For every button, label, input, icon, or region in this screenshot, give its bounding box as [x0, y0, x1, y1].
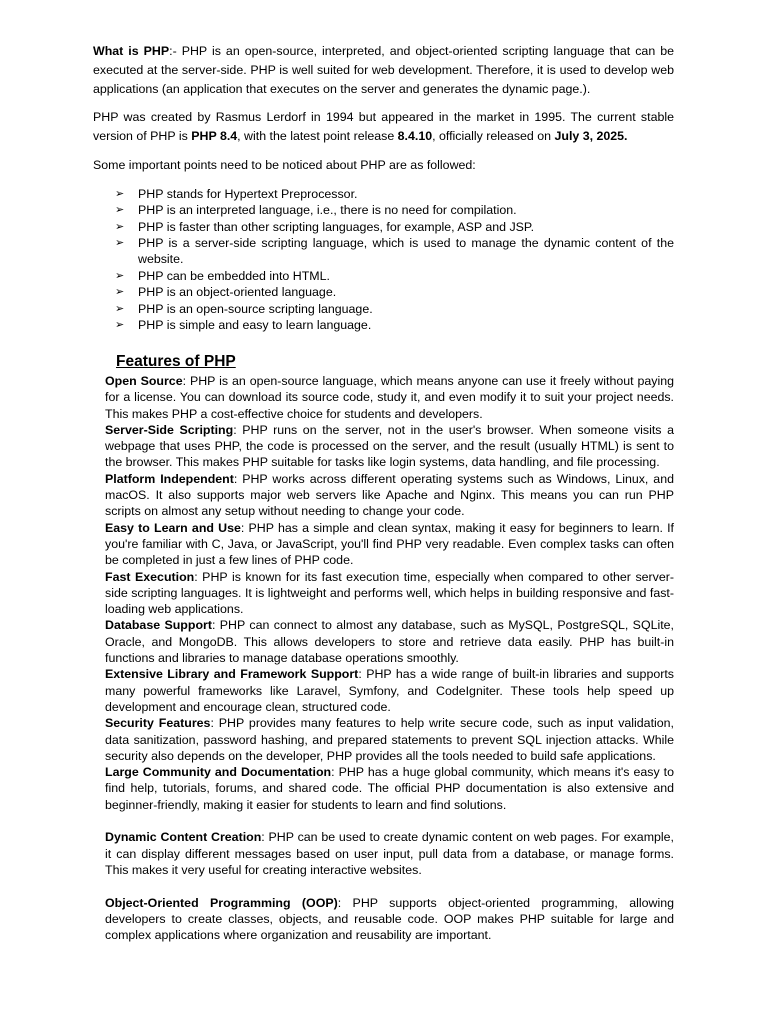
feature-text: : PHP runs on the server, not in the user's browser. When someone visits a webpage that uses PHP, the code is processed on the server, and the result (usually HTML) is sent to the browser. This makes PHP suitable for tasks like login systems, data handling, and file processing. [105, 422, 674, 470]
history-text: , with the latest point release [237, 129, 398, 144]
feature-paragraph [105, 764, 674, 813]
feature-paragraph [105, 422, 674, 471]
what-is-php-label: What is PHP [93, 44, 170, 58]
point-text: PHP is simple and easy to learn language. [138, 318, 372, 333]
features-section [105, 373, 674, 943]
feature-paragraph [105, 829, 674, 878]
point-item [93, 186, 674, 202]
arrowhead-bullet-icon: ➢ [115, 285, 125, 299]
what-is-php-paragraph [93, 42, 674, 100]
history-text: , officially released on [432, 129, 555, 144]
feature-paragraph [105, 471, 674, 520]
point-text: PHP is an interpreted language, i.e., there is no need for compilation. [138, 203, 517, 218]
feature-text: : PHP has a simple and clean syntax, making it easy for beginners to learn. If you're familiar with C, Java, or JavaScript, you'll find PHP very readable. Even complex tasks can often be completed in just a few lines of PHP code. [105, 520, 675, 568]
feature-text: : PHP supports object-oriented programming, allowing developers to create classes, objects, and reusable code. OOP makes PHP suitable for large and complex applications where organization and reusability are important. [105, 895, 674, 943]
feature-text: : PHP has a huge global community, which means it's easy to find help, tutorials, forums, and shared code. The official PHP documentation is also extensive and beginner-friendly, making it easier for students to learn and find solutions. [105, 765, 674, 812]
what-is-php-text: :- PHP is an open-source, interpreted, and object-oriented scripting language that can be executed at the server-side. PHP is well suited for web development. Therefore, it is used to develop web applications (an application that executes on the server and generates the dynamic page.). [93, 44, 675, 97]
feature-paragraph [105, 715, 674, 764]
point-item [93, 219, 674, 235]
point-item [93, 284, 674, 300]
arrowhead-bullet-icon: ➢ [115, 318, 125, 332]
feature-title: Database Support [105, 618, 212, 633]
point-text: PHP is an open-source scripting language. [138, 301, 373, 316]
blank-line [105, 813, 674, 829]
points-list [93, 186, 674, 334]
point-text: PHP stands for Hypertext Preprocessor. [138, 186, 358, 201]
feature-paragraph [105, 666, 674, 715]
feature-title: Platform Independent [105, 471, 234, 486]
point-item [93, 268, 674, 284]
feature-text: : PHP can connect to almost any database, such as MySQL, PostgreSQL, SQLite, Oracle, and MongoDB. This allows developers to store and retrieve data easily. PHP has built-in functions and libraries to manage database operations smoothly. [105, 618, 675, 666]
feature-paragraph [105, 617, 674, 666]
feature-title: Easy to Learn and Use [105, 520, 241, 535]
feature-paragraph [105, 520, 674, 569]
arrowhead-bullet-icon: ➢ [115, 301, 125, 315]
feature-title: Extensive Library and Framework Support [105, 667, 359, 682]
point-text: PHP is faster than other scripting languages, for example, ASP and JSP. [138, 219, 535, 234]
feature-text: : PHP provides many features to help write secure code, such as input validation, data sanitization, password hashing, and prepared statements to prevent SQL injection attacks. While security also depends on the developer, PHP provides all the tools needed to build safe applications. [105, 716, 674, 763]
arrowhead-bullet-icon: ➢ [115, 219, 125, 233]
point-item [93, 202, 674, 218]
arrowhead-bullet-icon: ➢ [115, 268, 125, 282]
intro-section [93, 42, 674, 333]
point-release-label: 8.4.10 [397, 129, 433, 144]
point-item [93, 235, 674, 268]
arrowhead-bullet-icon: ➢ [115, 186, 125, 200]
feature-text: : PHP can be used to create dynamic content on web pages. For example, it can display different messages based on user input, pull data from a database, or manage forms. This makes it very useful for creating interactive websites. [105, 830, 674, 877]
history-paragraph [93, 108, 674, 147]
history-text: PHP was created by Rasmus Lerdorf in 1994 but appeared in the market in 1995. The current stable version of PHP is [93, 109, 674, 144]
version-label: PHP 8.4 [191, 129, 238, 144]
release-date-label: July 3, 2025. [554, 129, 628, 144]
point-item [93, 317, 674, 333]
points-intro: Some important points need to be noticed about PHP are as followed: [93, 157, 476, 172]
point-text: PHP is a server-side scripting language, which is used to manage the dynamic content of the website. [138, 236, 674, 267]
feature-text: : PHP is known for its fast execution time, especially when compared to other server-side scripting languages. It is lightweight and performs well, which helps in building responsive and fast-loading web applications. [105, 569, 674, 617]
features-heading: Features of PHP [116, 353, 236, 370]
feature-title: Dynamic Content Creation [105, 830, 262, 845]
feature-title: Server-Side Scripting [105, 422, 234, 437]
point-text: PHP is an object-oriented language. [138, 285, 337, 300]
arrowhead-bullet-icon: ➢ [115, 236, 125, 250]
point-item [93, 301, 674, 317]
feature-text: : PHP is an open-source language, which means anyone can use it freely without paying for a license. You can download its source code, study it, and even modify it to suit your project needs. This makes PHP a cost-effective choice for students and developers. [105, 374, 674, 421]
feature-title: Security Features [105, 716, 211, 731]
blank-line [105, 878, 674, 894]
feature-paragraph [105, 569, 674, 618]
point-text: PHP can be embedded into HTML. [138, 268, 330, 283]
arrowhead-bullet-icon: ➢ [115, 203, 125, 217]
feature-title: Large Community and Documentation [105, 765, 332, 780]
feature-paragraph [105, 373, 674, 422]
feature-text: : PHP works across different operating systems such as Windows, Linux, and macOS. It also supports major web servers like Apache and Nginx. This means you can run PHP scripts on almost any setup without needing to change your code. [105, 471, 674, 519]
feature-paragraph [105, 895, 674, 944]
feature-title: Open Source [105, 374, 183, 388]
feature-text: : PHP has a wide range of built-in libraries and supports many powerful frameworks like Laravel, Symfony, and CodeIgniter. These tools help speed up development and encourage clean, structured code. [105, 667, 674, 714]
feature-title: Object-Oriented Programming (OOP) [105, 895, 338, 910]
feature-title: Fast Execution [105, 569, 195, 584]
